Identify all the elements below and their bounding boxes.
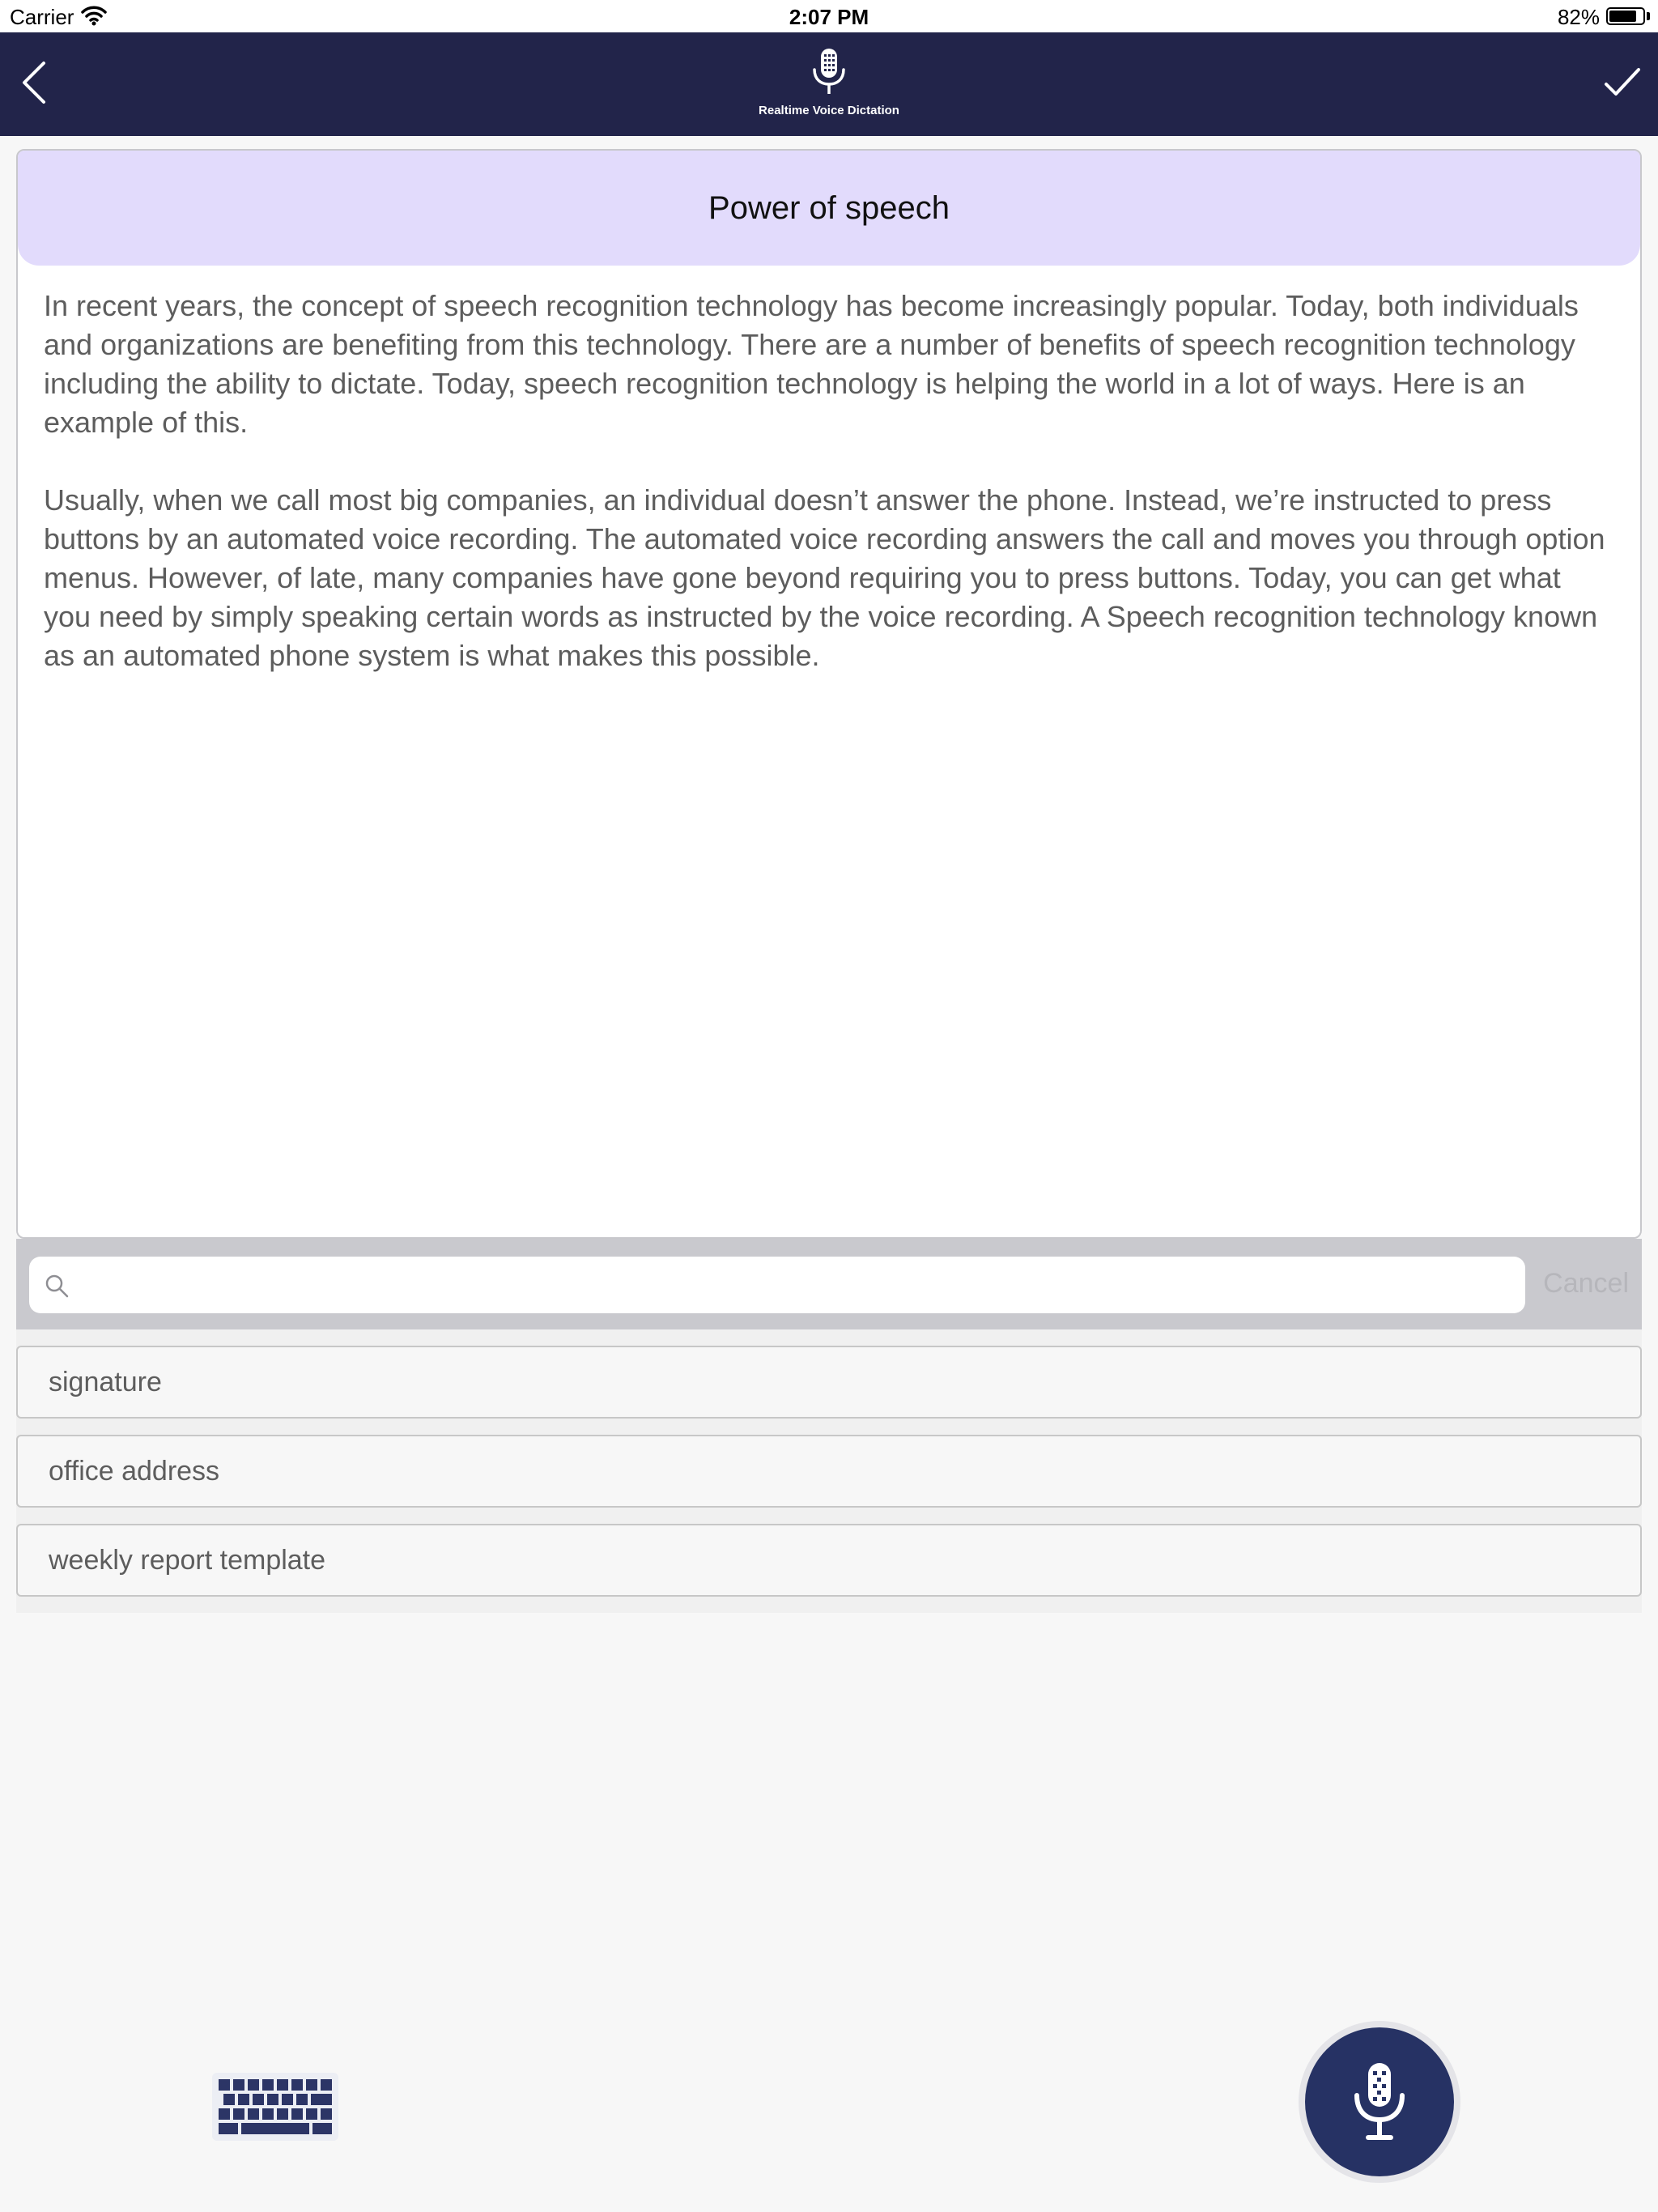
- list-item[interactable]: signature: [16, 1346, 1642, 1419]
- app-title: Realtime Voice Dictation: [759, 104, 899, 117]
- done-button[interactable]: [1603, 65, 1642, 100]
- microphone-icon: [805, 47, 853, 97]
- note-paragraph: Usually, when we call most big companies, an individual doesn’t answer the phone. Instead, we’re instructed to press buttons by an automated voice recording. The automated voice recording answers the call and moves you through option menus. However, of late, many companies have gone beyond requiring you to press buttons. Today, you can get what you need by simply speaking certain words as instructed by the voice recording. A Speech recognition technology known as an automated phone system is what makes this possible.: [44, 483, 1605, 672]
- list-item[interactable]: office address: [16, 1435, 1642, 1508]
- battery-cap: [1647, 12, 1650, 20]
- search-field[interactable]: [29, 1257, 1525, 1313]
- battery-percent: 82%: [1557, 5, 1600, 29]
- note-body[interactable]: [18, 266, 1640, 675]
- microphone-icon: [1346, 2061, 1414, 2142]
- snippet-list: [16, 1329, 1642, 1613]
- carrier-label: Carrier: [10, 5, 74, 29]
- note-title[interactable]: Power of speech: [708, 189, 950, 226]
- status-time: 2:07 PM: [789, 5, 869, 29]
- battery-fill: [1609, 11, 1636, 22]
- note-header: [18, 151, 1640, 266]
- microphone-button[interactable]: [1305, 2027, 1454, 2176]
- list-item[interactable]: weekly report template: [16, 1524, 1642, 1597]
- battery-icon: [1606, 7, 1645, 25]
- note-paragraph: In recent years, the concept of speech recognition technology has become increasingly popular. Today, both individuals and organizations are benefiting from this technology. There are a number of benefits of speech recognition technology including the ability to dictate. Today, speech recognition technology is helping the world in a lot of ways. Here is an example of this.: [44, 289, 1579, 439]
- back-button[interactable]: [18, 58, 50, 107]
- search-input[interactable]: [79, 1263, 1512, 1307]
- keyboard-icon[interactable]: [212, 2073, 338, 2141]
- status-bar: [0, 0, 1658, 32]
- note-card: [16, 149, 1642, 1239]
- search-icon: [44, 1273, 70, 1299]
- search-bar: [16, 1239, 1642, 1329]
- cancel-button[interactable]: Cancel: [1543, 1268, 1629, 1299]
- navigation-bar: [0, 32, 1658, 136]
